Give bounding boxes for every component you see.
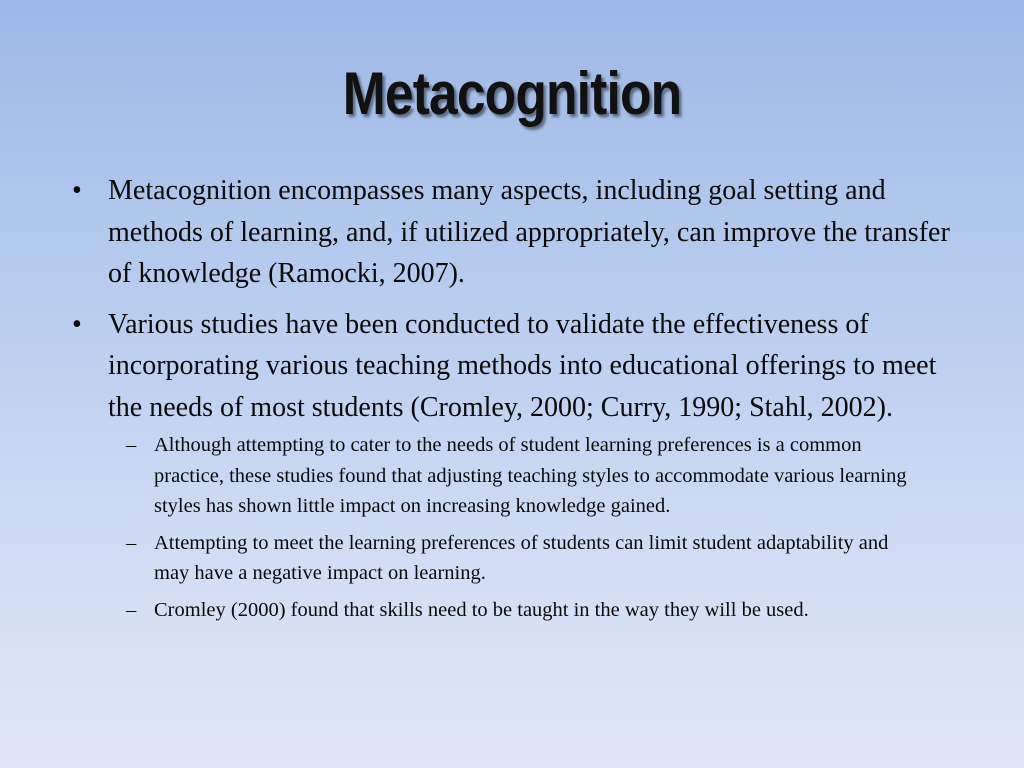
sub-bullet-text: Although attempting to cater to the needs of student learning preferences is a common practice, these studies found that adjusting teaching styles to accommodate various learning styles has shown little impact on increasing knowledge gained. [154, 434, 907, 517]
sub-bullet-list [114, 430, 914, 625]
slide-title: Metacognition [342, 60, 682, 127]
sub-bullet-item [114, 595, 914, 626]
dash-marker-icon: – [126, 531, 137, 554]
bullet-text: Various studies have been conducted to validate the effectiveness of incorporating various teaching methods into educational offerings to meet the needs of most students (Cromley, 2000; Curry, 1990; Stahl, 2002). [108, 308, 937, 423]
sub-bullet-text: Attempting to meet the learning preferences of students can limit student adaptability and may have a negative impact on learning. [154, 531, 889, 584]
dash-marker-icon: – [126, 598, 137, 621]
sub-bullet-item [114, 430, 914, 522]
dash-marker-icon: – [126, 434, 137, 456]
bullet-marker-icon: • [72, 308, 82, 340]
bullet-item [68, 304, 968, 626]
sub-bullet-item [114, 528, 914, 589]
sub-bullet-text: Cromley (2000) found that skills need to be taught in the way they will be used. [154, 598, 809, 621]
bullet-marker-icon: • [72, 175, 82, 206]
bullet-item [68, 170, 968, 295]
bullet-list [68, 170, 968, 634]
bullet-text: Metacognition encompasses many aspects, including goal setting and methods of learning, and, if utilized appropriately, can improve the transfer of knowledge (Ramocki, 2007). [108, 175, 950, 289]
